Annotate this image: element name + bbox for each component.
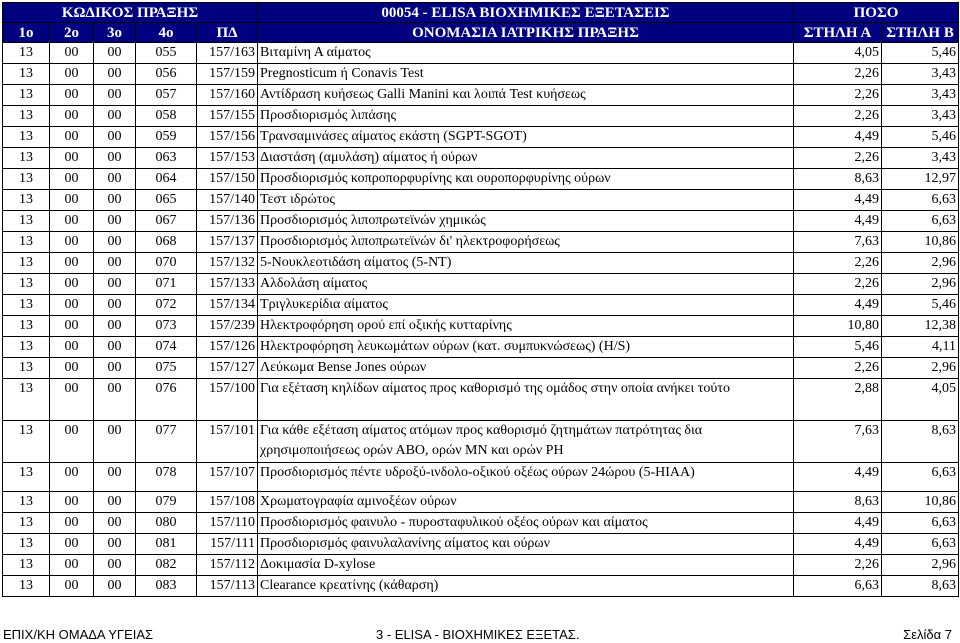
cell-pd: 157/132: [197, 253, 258, 274]
footer-page-number: Σελίδα 7: [903, 627, 952, 642]
cell-pd: 157/110: [197, 513, 258, 534]
cell-amount-b: 3,43: [882, 64, 959, 85]
cell-amount-b: 5,46: [882, 43, 959, 64]
cell-code-4: 055: [136, 43, 197, 64]
table-row: [3, 106, 959, 127]
table-body: [3, 43, 959, 597]
cell-amount-b: 5,46: [882, 127, 959, 148]
cell-amount-b: 10,86: [882, 232, 959, 253]
table-row: [3, 513, 959, 534]
table-row: [3, 169, 959, 190]
cell-amount-a: 2,26: [794, 274, 882, 295]
cell-code-4: 063: [136, 148, 197, 169]
cell-code-2: 00: [50, 421, 94, 463]
table-row: [3, 555, 959, 576]
cell-code-1: 13: [3, 232, 50, 253]
header-col-3: 3ο: [94, 23, 136, 43]
cell-name: Προσδιορισμός κοπροπορφυρίνης και ουροπορφυρίνης ούρων: [258, 169, 794, 190]
header-row-1: [3, 3, 959, 23]
cell-pd: 157/133: [197, 274, 258, 295]
cell-code-1: 13: [3, 463, 50, 492]
cell-code-2: 00: [50, 337, 94, 358]
cell-pd: 157/101: [197, 421, 258, 463]
cell-code-1: 13: [3, 379, 50, 421]
cell-code-3: 00: [94, 358, 136, 379]
cell-pd: 157/159: [197, 64, 258, 85]
cell-code-3: 00: [94, 534, 136, 555]
cell-code-2: 00: [50, 463, 94, 492]
header-amount: ΠΟΣΟ: [794, 3, 959, 23]
cell-code-4: 071: [136, 274, 197, 295]
cell-pd: 157/156: [197, 127, 258, 148]
footer-left: ΕΠΙΧ/ΚΗ ΟΜΑΔΑ ΥΓΕΙΑΣ: [3, 627, 154, 642]
cell-amount-b: 10,86: [882, 492, 959, 513]
table-row: [3, 358, 959, 379]
cell-amount-b: 2,96: [882, 555, 959, 576]
cell-name: Για εξέταση κηλίδων αίματος προς καθορισμό της ομάδος στην οποία ανήκει τούτο: [258, 379, 794, 421]
cell-code-1: 13: [3, 253, 50, 274]
cell-code-3: 00: [94, 463, 136, 492]
table-row: [3, 463, 959, 492]
cell-code-1: 13: [3, 85, 50, 106]
table-row: [3, 316, 959, 337]
table-header: [3, 3, 959, 43]
cell-pd: 157/140: [197, 190, 258, 211]
header-row-2: [3, 23, 959, 43]
cell-code-4: 065: [136, 190, 197, 211]
cell-code-3: 00: [94, 492, 136, 513]
cell-pd: 157/112: [197, 555, 258, 576]
cell-name: Τριγλυκερίδια αίματος: [258, 295, 794, 316]
cell-pd: 157/100: [197, 379, 258, 421]
table-row: [3, 492, 959, 513]
cell-code-2: 00: [50, 492, 94, 513]
cell-amount-b: 12,38: [882, 316, 959, 337]
cell-amount-a: 4,49: [794, 295, 882, 316]
cell-name: Τρανσαμινάσες αίματος εκάστη (SGPT-SGOT): [258, 127, 794, 148]
cell-code-3: 00: [94, 127, 136, 148]
cell-pd: 157/126: [197, 337, 258, 358]
cell-code-1: 13: [3, 576, 50, 597]
cell-code-2: 00: [50, 576, 94, 597]
cell-name: Προσδιορισμός λιπάσης: [258, 106, 794, 127]
cell-code-3: 00: [94, 106, 136, 127]
cell-amount-a: 10,80: [794, 316, 882, 337]
cell-code-4: 076: [136, 379, 197, 421]
cell-amount-b: 8,63: [882, 421, 959, 463]
cell-amount-b: 6,63: [882, 190, 959, 211]
cell-code-3: 00: [94, 85, 136, 106]
cell-code-3: 00: [94, 148, 136, 169]
cell-amount-b: 5,46: [882, 295, 959, 316]
cell-code-3: 00: [94, 421, 136, 463]
cell-name: Προσδιορισμός λιποπρωτεϊνών δι' ηλεκτροφορήσεως: [258, 232, 794, 253]
cell-amount-b: 2,96: [882, 358, 959, 379]
cell-name: Ηλεκτροφόρηση ορού επί οξικής κυτταρίνης: [258, 316, 794, 337]
cell-code-2: 00: [50, 316, 94, 337]
table-row: [3, 337, 959, 358]
table-row: [3, 576, 959, 597]
cell-code-4: 078: [136, 463, 197, 492]
cell-pd: 157/113: [197, 576, 258, 597]
cell-code-4: 057: [136, 85, 197, 106]
cell-amount-a: 2,88: [794, 379, 882, 421]
cell-amount-b: 6,63: [882, 463, 959, 492]
cell-code-2: 00: [50, 232, 94, 253]
header-col-4: 4ο: [136, 23, 197, 43]
cell-code-3: 00: [94, 43, 136, 64]
cell-amount-b: 6,63: [882, 534, 959, 555]
cell-amount-b: 4,11: [882, 337, 959, 358]
cell-code-4: 083: [136, 576, 197, 597]
cell-code-3: 00: [94, 169, 136, 190]
cell-code-2: 00: [50, 358, 94, 379]
cell-code-2: 00: [50, 148, 94, 169]
cell-code-2: 00: [50, 190, 94, 211]
cell-code-2: 00: [50, 211, 94, 232]
cell-amount-a: 2,26: [794, 106, 882, 127]
cell-amount-b: 2,96: [882, 274, 959, 295]
table-row: [3, 190, 959, 211]
header-col-1: 1ο: [3, 23, 50, 43]
cell-pd: 157/150: [197, 169, 258, 190]
cell-code-2: 00: [50, 253, 94, 274]
cell-code-4: 081: [136, 534, 197, 555]
cell-amount-a: 4,49: [794, 463, 882, 492]
cell-code-1: 13: [3, 295, 50, 316]
cell-name: Ηλεκτροφόρηση λευκωμάτων ούρων (κατ. συμπυκνώσεως) (H/S): [258, 337, 794, 358]
cell-pd: 157/137: [197, 232, 258, 253]
price-table: [2, 2, 959, 597]
cell-amount-a: 4,49: [794, 534, 882, 555]
cell-code-1: 13: [3, 148, 50, 169]
cell-amount-b: 2,96: [882, 253, 959, 274]
cell-code-2: 00: [50, 127, 94, 148]
cell-code-2: 00: [50, 379, 94, 421]
cell-code-3: 00: [94, 555, 136, 576]
cell-amount-a: 8,63: [794, 169, 882, 190]
cell-code-1: 13: [3, 106, 50, 127]
cell-code-1: 13: [3, 211, 50, 232]
cell-amount-b: 8,63: [882, 576, 959, 597]
table-row: [3, 379, 959, 421]
cell-pd: 157/127: [197, 358, 258, 379]
cell-code-4: 059: [136, 127, 197, 148]
cell-name: Προσδιορισμός φαινυλαλανίνης αίματος και ούρων: [258, 534, 794, 555]
cell-pd: 157/160: [197, 85, 258, 106]
cell-code-1: 13: [3, 358, 50, 379]
cell-amount-a: 2,26: [794, 64, 882, 85]
header-title: 00054 - ELISA ΒΙΟΧΗΜΙΚΕΣ ΕΞΕΤΑΣΕΙΣ: [258, 3, 794, 23]
cell-code-1: 13: [3, 534, 50, 555]
cell-amount-a: 7,63: [794, 421, 882, 463]
cell-pd: 157/111: [197, 534, 258, 555]
table-row: [3, 64, 959, 85]
cell-code-4: 080: [136, 513, 197, 534]
cell-code-3: 00: [94, 274, 136, 295]
cell-amount-a: 2,26: [794, 358, 882, 379]
header-col-a: ΣΤΗΛΗ Α: [794, 23, 882, 43]
cell-code-2: 00: [50, 106, 94, 127]
cell-code-3: 00: [94, 295, 136, 316]
cell-code-1: 13: [3, 513, 50, 534]
cell-name: Τεστ ιδρώτος: [258, 190, 794, 211]
cell-code-1: 13: [3, 127, 50, 148]
cell-name: Δοκιμασία D-xylose: [258, 555, 794, 576]
header-code: ΚΩΔΙΚΟΣ ΠΡΑΞΗΣ: [3, 3, 258, 23]
cell-amount-a: 4,49: [794, 127, 882, 148]
cell-code-4: 070: [136, 253, 197, 274]
cell-code-1: 13: [3, 274, 50, 295]
cell-amount-a: 6,63: [794, 576, 882, 597]
cell-pd: 157/153: [197, 148, 258, 169]
cell-amount-a: 2,26: [794, 253, 882, 274]
cell-amount-a: 4,49: [794, 513, 882, 534]
cell-pd: 157/163: [197, 43, 258, 64]
cell-pd: 157/239: [197, 316, 258, 337]
cell-code-2: 00: [50, 169, 94, 190]
cell-code-2: 00: [50, 513, 94, 534]
cell-code-2: 00: [50, 64, 94, 85]
cell-name: Για κάθε εξέταση αίματος ατόμων προς καθορισμό ζητημάτων πατρότητας δια χρησιμοποιήσεως ορών ΑΒΟ, ορών ΜΝ και ορών ΡΗ: [258, 421, 794, 463]
cell-code-2: 00: [50, 85, 94, 106]
cell-code-4: 075: [136, 358, 197, 379]
cell-code-3: 00: [94, 253, 136, 274]
table-row: [3, 211, 959, 232]
cell-name: Διαστάση (αμυλάση) αίματος ή ούρων: [258, 148, 794, 169]
header-col-name: ΟΝΟΜΑΣΙΑ ΙΑΤΡΙΚΗΣ ΠΡΑΞΗΣ: [258, 23, 794, 43]
cell-code-4: 072: [136, 295, 197, 316]
cell-code-1: 13: [3, 316, 50, 337]
cell-code-2: 00: [50, 555, 94, 576]
table-row: [3, 232, 959, 253]
cell-code-1: 13: [3, 337, 50, 358]
cell-code-3: 00: [94, 232, 136, 253]
cell-amount-a: 2,26: [794, 148, 882, 169]
cell-code-4: 073: [136, 316, 197, 337]
cell-code-4: 058: [136, 106, 197, 127]
cell-amount-b: 3,43: [882, 85, 959, 106]
cell-code-4: 082: [136, 555, 197, 576]
cell-pd: 157/155: [197, 106, 258, 127]
cell-name: Χρωματογραφία αμινοξέων ούρων: [258, 492, 794, 513]
cell-code-1: 13: [3, 555, 50, 576]
cell-name: Προσδιορισμός λιποπρωτεϊνών χημικώς: [258, 211, 794, 232]
cell-name: Αλδολάση αίματος: [258, 274, 794, 295]
cell-name: Βιταμίνη Α αίματος: [258, 43, 794, 64]
cell-amount-a: 2,26: [794, 555, 882, 576]
cell-code-1: 13: [3, 64, 50, 85]
cell-code-2: 00: [50, 274, 94, 295]
cell-pd: 157/107: [197, 463, 258, 492]
cell-code-3: 00: [94, 211, 136, 232]
cell-amount-b: 12,97: [882, 169, 959, 190]
cell-code-3: 00: [94, 64, 136, 85]
cell-code-3: 00: [94, 190, 136, 211]
table-row: [3, 534, 959, 555]
cell-code-2: 00: [50, 534, 94, 555]
cell-code-2: 00: [50, 43, 94, 64]
table-row: [3, 43, 959, 64]
cell-code-3: 00: [94, 576, 136, 597]
header-col-b: ΣΤΗΛΗ Β: [882, 23, 959, 43]
cell-name: Λεύκωμα Bense Jones ούρων: [258, 358, 794, 379]
cell-code-4: 074: [136, 337, 197, 358]
cell-name: 5-Νουκλεοτιδάση αίματος (5-ΝΤ): [258, 253, 794, 274]
table-row: [3, 127, 959, 148]
cell-amount-a: 4,49: [794, 211, 882, 232]
cell-name: Προσδιορισμός φαινυλο - πυροσταφυλικού οξέος ούρων και αίματος: [258, 513, 794, 534]
cell-amount-a: 8,63: [794, 492, 882, 513]
table-row: [3, 85, 959, 106]
cell-code-4: 068: [136, 232, 197, 253]
cell-code-4: 056: [136, 64, 197, 85]
cell-amount-a: 2,26: [794, 85, 882, 106]
cell-amount-a: 5,46: [794, 337, 882, 358]
footer-center: 3 - ELISA - ΒΙΟΧΗΜΙΚΕΣ ΕΞΕΤΑΣ.: [376, 627, 580, 642]
table-row: [3, 253, 959, 274]
cell-amount-a: 4,05: [794, 43, 882, 64]
cell-amount-a: 4,49: [794, 190, 882, 211]
cell-code-3: 00: [94, 316, 136, 337]
cell-amount-b: 6,63: [882, 211, 959, 232]
header-col-2: 2ο: [50, 23, 94, 43]
cell-code-1: 13: [3, 169, 50, 190]
table-row: [3, 421, 959, 463]
table-row: [3, 274, 959, 295]
cell-amount-a: 7,63: [794, 232, 882, 253]
cell-name: Clearance κρεατίνης (κάθαρση): [258, 576, 794, 597]
cell-name: Αντίδραση κυήσεως Galli Manini και λοιπά Test κυήσεως: [258, 85, 794, 106]
cell-pd: 157/134: [197, 295, 258, 316]
cell-amount-b: 3,43: [882, 106, 959, 127]
cell-pd: 157/108: [197, 492, 258, 513]
cell-code-1: 13: [3, 492, 50, 513]
cell-code-3: 00: [94, 379, 136, 421]
cell-code-4: 077: [136, 421, 197, 463]
cell-code-3: 00: [94, 513, 136, 534]
cell-code-1: 13: [3, 421, 50, 463]
cell-code-1: 13: [3, 190, 50, 211]
cell-code-4: 067: [136, 211, 197, 232]
cell-code-4: 064: [136, 169, 197, 190]
cell-amount-b: 6,63: [882, 513, 959, 534]
cell-code-4: 079: [136, 492, 197, 513]
table-row: [3, 295, 959, 316]
cell-code-1: 13: [3, 43, 50, 64]
cell-name: Προσδιορισμός πέντε υδροξύ-ινδολο-οξικού οξέως ούρων 24ώρου (5-ΗΙΑΑ): [258, 463, 794, 492]
cell-name: Pregnosticum ή Conavis Test: [258, 64, 794, 85]
cell-code-3: 00: [94, 337, 136, 358]
cell-pd: 157/136: [197, 211, 258, 232]
cell-amount-b: 3,43: [882, 148, 959, 169]
header-col-pd: ΠΔ: [197, 23, 258, 43]
cell-amount-b: 4,05: [882, 379, 959, 421]
table-row: [3, 148, 959, 169]
cell-code-2: 00: [50, 295, 94, 316]
